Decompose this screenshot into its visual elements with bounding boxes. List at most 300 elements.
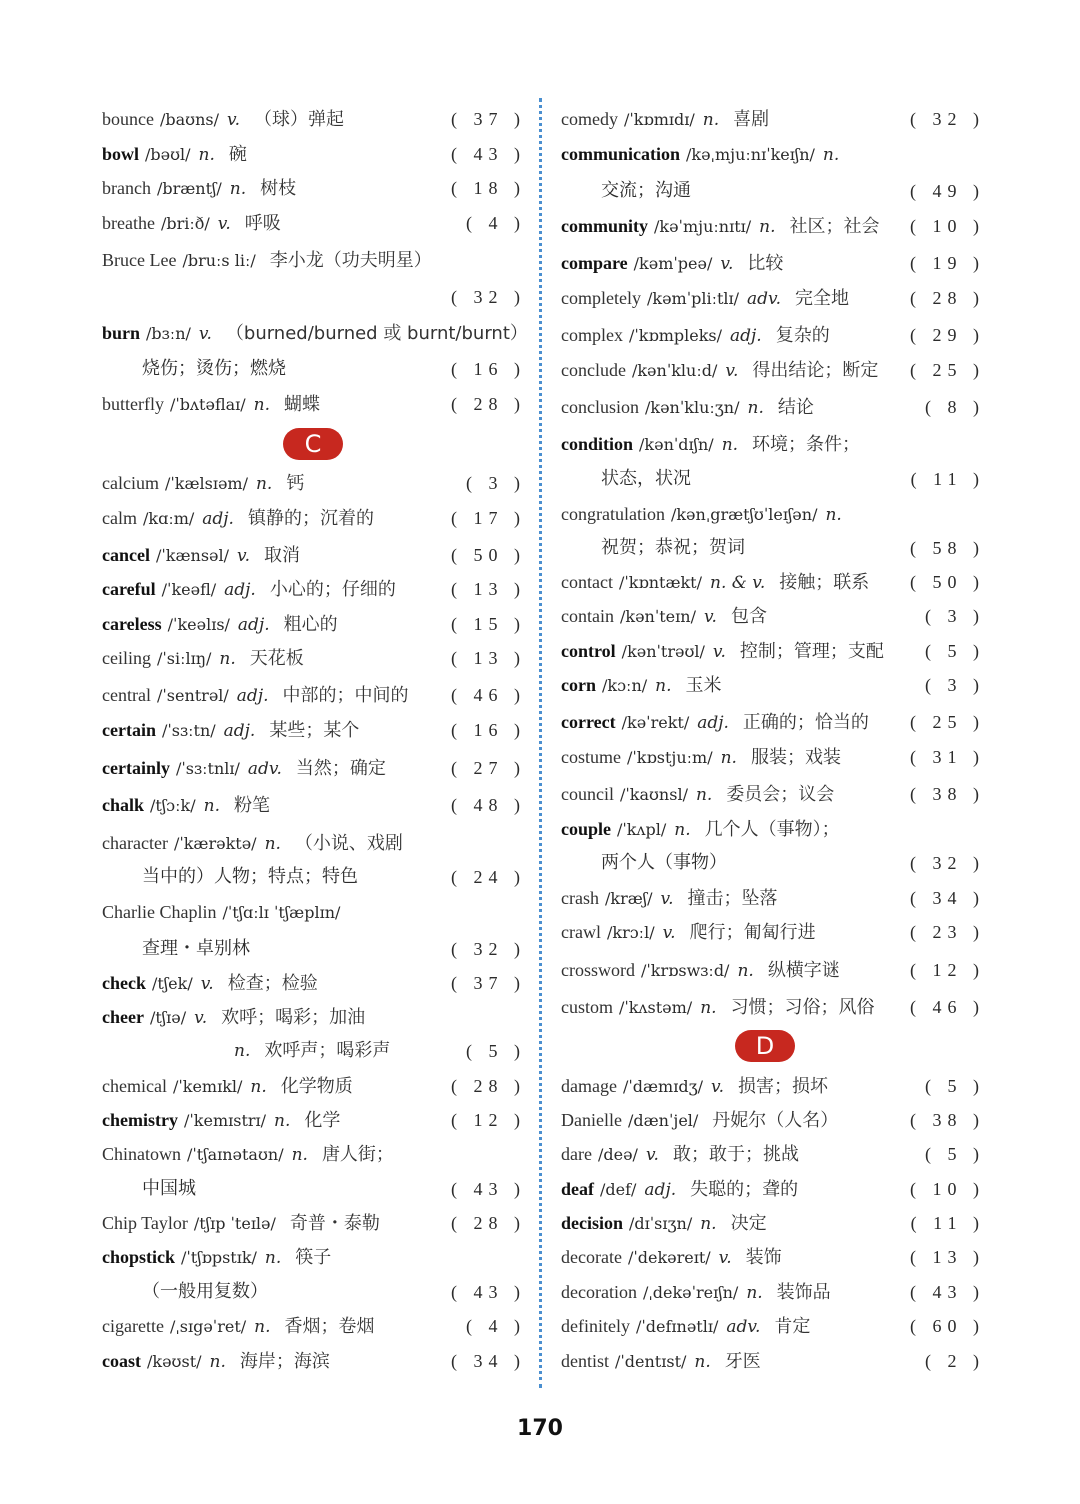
- entry-word: comedy: [561, 109, 618, 129]
- entry-word: ceiling: [102, 648, 151, 668]
- entry-pos: adj.: [697, 713, 729, 733]
- entry-word: corn: [561, 675, 596, 695]
- entry-meaning: 撞击；坠落: [687, 888, 778, 909]
- entry-page-ref: ( 3 ): [925, 675, 985, 695]
- entry-continuation: [102, 1040, 390, 1061]
- entry-meaning: 纵横字谜: [767, 960, 840, 981]
- entry-page-ref: ( 23 ): [910, 922, 985, 942]
- entry-phonetic: /kræʃ/: [604, 889, 653, 908]
- entry-pos: n.: [198, 145, 215, 165]
- entry-meaning: 完全地: [795, 288, 850, 309]
- dictionary-entry: [102, 1208, 526, 1238]
- dictionary-entry: [561, 533, 985, 563]
- entry-pos: v.: [725, 361, 739, 381]
- entry-pos: n.: [747, 398, 764, 418]
- entry-phonetic: /bɜːn/: [146, 324, 191, 343]
- entry-page-ref: ( 43 ): [451, 1282, 526, 1302]
- entry-pos: v.: [200, 974, 214, 994]
- dictionary-entry: [102, 540, 526, 570]
- entry-word: bounce: [102, 109, 154, 129]
- entry-pos: adv.: [726, 1317, 761, 1337]
- dictionary-entry: [102, 897, 520, 927]
- dictionary-entry: [102, 208, 526, 238]
- entry-phonetic: /ˈkærəktə/: [173, 834, 257, 853]
- entry-word: costume: [561, 747, 621, 767]
- entry-pos: n.: [825, 505, 842, 525]
- entry-page-ref: ( 38 ): [910, 784, 985, 804]
- entry-page-ref: ( 24 ): [451, 867, 526, 887]
- dictionary-entry: [561, 601, 985, 631]
- entry-word: chalk: [102, 795, 145, 815]
- entry-meaning: 碗: [228, 144, 247, 165]
- dictionary-entry: [102, 503, 526, 533]
- entry-meaning: 李小龙（功夫明星）: [269, 250, 432, 271]
- entry-meaning: （球）弹起: [253, 109, 344, 130]
- entry-page-ref: ( 50 ): [910, 572, 985, 592]
- entry-word: cheer: [102, 1007, 144, 1027]
- entry-continuation: 两个人（事物）: [601, 852, 727, 873]
- entry-page-ref: ( 16 ): [451, 359, 526, 379]
- entry-pos: adj.: [644, 1180, 677, 1200]
- entry-page-ref: ( 32 ): [451, 287, 526, 307]
- entry-page-ref: ( 5 ): [466, 1041, 526, 1061]
- entry-pos: adj.: [224, 580, 256, 600]
- entry-pos: v.: [237, 546, 250, 566]
- entry-pos: n.: [746, 1283, 763, 1303]
- entry-meaning: 海岸；海滨: [239, 1351, 330, 1372]
- entry-meaning: 正确的；恰当的: [742, 712, 869, 733]
- entry-page-ref: ( 5 ): [925, 641, 985, 661]
- dictionary-entry: [102, 609, 526, 639]
- entry-word: Danielle: [561, 1110, 622, 1130]
- entry-word: communication: [561, 144, 680, 164]
- dictionary-entry: [561, 636, 985, 666]
- entry-phonetic: /kɑːm/: [142, 509, 195, 528]
- dictionary-entry: [561, 248, 985, 278]
- dictionary-entry: [102, 389, 526, 419]
- dictionary-entry: [561, 917, 985, 947]
- dictionary-entry: [561, 1208, 985, 1238]
- entry-pos: v.: [660, 889, 674, 909]
- entry-meaning: 比较: [747, 253, 784, 274]
- entry-page-ref: ( 32 ): [910, 109, 985, 129]
- dictionary-entry: [102, 139, 526, 169]
- entry-continuation: 查理・卓别林: [142, 938, 250, 959]
- entry-meaning: 得出结论；断定: [752, 360, 879, 381]
- entry-page-ref: ( 49 ): [910, 181, 985, 201]
- entry-pos: n.: [737, 961, 754, 981]
- entry-phonetic: /ˌsɪgəˈret/: [169, 1317, 247, 1336]
- entry-phonetic: /ˈkrɒswɜːd/: [641, 961, 730, 980]
- entry-page-ref: ( 13 ): [910, 1247, 985, 1267]
- entry-word: complex: [561, 325, 623, 345]
- entry-phonetic: /ˈsentrəl/: [156, 686, 229, 705]
- dictionary-entry: [561, 211, 985, 241]
- entry-word: check: [102, 973, 146, 993]
- entry-word: custom: [561, 997, 613, 1017]
- entry-phonetic: /ˈkeəlɪs/: [167, 615, 230, 634]
- entry-meaning: 小心的；仔细的: [269, 579, 396, 600]
- entry-phonetic: /ˈkʌpl/: [617, 820, 667, 839]
- entry-phonetic: /kəˈmjuːnɪtɪ/: [654, 217, 752, 236]
- entry-phonetic: /ˌdekəˈreɪʃn/: [642, 1283, 739, 1302]
- entry-pos: adj.: [237, 615, 270, 635]
- dictionary-entry: [102, 104, 526, 134]
- dictionary-entry: [561, 1105, 985, 1135]
- entry-meaning: 结论: [777, 397, 814, 418]
- entry-meaning: 损害；损坏: [738, 1076, 828, 1097]
- entry-meaning: 玉米: [685, 675, 722, 696]
- entry-phonetic: /ˈdæmɪdʒ/: [622, 1077, 703, 1096]
- entry-phonetic: /kənˈtrəʊl/: [621, 642, 705, 661]
- section-letter-c: C: [283, 428, 343, 460]
- entry-phonetic: /bræntʃ/: [156, 179, 222, 198]
- entry-phonetic: /kəˈrekt/: [621, 713, 690, 732]
- entry-page-ref: ( 13 ): [451, 579, 526, 599]
- dictionary-entry: [102, 934, 526, 964]
- entry-pos: n.: [700, 998, 717, 1018]
- entry-phonetic: /tʃɔːk/: [150, 796, 196, 815]
- entry-word: burn: [102, 323, 141, 343]
- dictionary-entry: [561, 742, 985, 772]
- entry-continuation: 祝贺；恭祝；贺词: [601, 537, 745, 558]
- entry-meaning: 牙医: [724, 1351, 761, 1372]
- dictionary-entry: [561, 955, 985, 985]
- dictionary-entry: [102, 1174, 526, 1204]
- entry-page-ref: ( 10 ): [910, 1179, 985, 1199]
- entry-meaning: 接触；联系: [779, 572, 870, 593]
- entry-meaning: 粗心的: [283, 614, 338, 635]
- entry-pos: n.: [254, 1317, 271, 1337]
- entry-phonetic: /briːð/: [160, 214, 210, 233]
- dictionary-entry: [561, 176, 985, 206]
- entry-page-ref: ( 34 ): [910, 888, 985, 908]
- entry-pos: v.: [720, 254, 734, 274]
- entry-word: crawl: [561, 922, 601, 942]
- dictionary-entry: [561, 320, 985, 350]
- entry-word: decorate: [561, 1247, 622, 1267]
- dictionary-entry: [102, 282, 526, 312]
- entry-pos: n.: [264, 1248, 282, 1268]
- entry-word: deaf: [561, 1179, 594, 1199]
- dictionary-entry: [102, 753, 526, 783]
- entry-page-ref: ( 3 ): [466, 473, 526, 493]
- entry-continuation: 当中的）人物；特点；特色: [142, 866, 358, 887]
- entry-word: compare: [561, 253, 628, 273]
- entry-page-ref: ( 50 ): [451, 545, 526, 565]
- entry-meaning: 社区；社会: [789, 216, 880, 237]
- entry-word: Charlie Chaplin: [102, 902, 217, 922]
- entry-word: congratulation: [561, 504, 665, 524]
- entry-phonetic: /ˈtʃɑːlɪ ˈtʃæplɪn/: [222, 903, 341, 922]
- entry-phonetic: /baʊns/: [159, 110, 219, 129]
- entry-phonetic: /kəmˈpliːtlɪ/: [646, 289, 740, 308]
- entry-word: breathe: [102, 213, 155, 233]
- entry-pos: n.: [209, 1352, 226, 1372]
- entry-pos: n.: [234, 1041, 251, 1061]
- entry-meaning: 装饰品: [776, 1282, 831, 1303]
- entry-meaning: （小说、戏剧: [294, 833, 403, 854]
- entry-phonetic: /krɔːl/: [606, 923, 655, 942]
- entry-word: decision: [561, 1213, 624, 1233]
- entry-pos: n.: [255, 474, 273, 494]
- entry-continuation: 烧伤；烫伤；燃烧: [142, 358, 286, 379]
- entry-pos: n.: [721, 435, 739, 455]
- entry-pos: n.: [759, 217, 776, 237]
- entry-meaning: 唐人街；: [321, 1144, 394, 1165]
- entry-page-ref: ( 31 ): [910, 747, 985, 767]
- entry-meaning: 化学物质: [280, 1076, 353, 1097]
- entry-word: certainly: [102, 758, 170, 778]
- dictionary-entry: [102, 1139, 520, 1169]
- entry-page-ref: ( 46 ): [910, 997, 985, 1017]
- dictionary-entry: [561, 883, 985, 913]
- entry-phonetic: /ˈkɒmɪdɪ/: [623, 110, 695, 129]
- entry-phonetic: /tʃɪp ˈteɪlə/: [193, 1214, 276, 1233]
- entry-page-ref: ( 48 ): [451, 795, 526, 815]
- entry-page-ref: ( 27 ): [451, 758, 526, 778]
- entry-meaning: 镇静的；沉着的: [247, 508, 374, 529]
- dictionary-entry: [561, 283, 985, 313]
- entry-phonetic: /ˈsiːlɪŋ/: [156, 649, 212, 668]
- dictionary-entry: [102, 318, 528, 348]
- entry-page-ref: ( 28 ): [910, 288, 985, 308]
- entry-meaning: 敢；敢于；挑战: [672, 1144, 799, 1165]
- entry-pos: v.: [711, 1077, 724, 1097]
- entry-meaning: 奇普・泰勒: [289, 1213, 380, 1234]
- entry-word: community: [561, 216, 648, 236]
- entry-page-ref: ( 10 ): [910, 216, 985, 236]
- entry-meaning: 装饰: [745, 1247, 782, 1268]
- entry-phonetic: /kəˌmjuːnɪˈkeɪʃn/: [686, 145, 815, 164]
- entry-word: dare: [561, 1144, 592, 1164]
- entry-page-ref: ( 19 ): [910, 253, 985, 273]
- dictionary-entry: [102, 968, 526, 998]
- entry-phonetic: /ˈsɜːtn/: [161, 721, 216, 740]
- entry-page-ref: ( 25 ): [910, 360, 985, 380]
- entry-pos: adv.: [247, 759, 282, 779]
- entry-word: central: [102, 685, 151, 705]
- entry-meaning: （burned/burned 或 burnt/burnt）: [225, 323, 528, 344]
- entry-word: chemical: [102, 1076, 167, 1096]
- entry-page-ref: ( 12 ): [910, 960, 985, 980]
- entry-word: calm: [102, 508, 137, 528]
- entry-page-ref: ( 43 ): [910, 1282, 985, 1302]
- dictionary-entry: [102, 1105, 526, 1135]
- entry-phonetic: /ˈkemɪkl/: [172, 1077, 243, 1096]
- dictionary-entry: [561, 429, 979, 459]
- entry-phonetic: /deə/: [597, 1145, 638, 1164]
- dictionary-entry: [102, 862, 526, 892]
- dictionary-entry: [561, 992, 985, 1022]
- dictionary-entry: [561, 1277, 985, 1307]
- dictionary-entry: [102, 354, 526, 384]
- entry-word: cancel: [102, 545, 150, 565]
- entry-page-ref: ( 43 ): [451, 1179, 526, 1199]
- entry-word: damage: [561, 1076, 617, 1096]
- entry-phonetic: /def/: [600, 1180, 637, 1199]
- entry-phonetic: /ˈdekəreɪt/: [627, 1248, 711, 1267]
- entry-page-ref: ( 8 ): [925, 397, 985, 417]
- dictionary-entry: [561, 779, 985, 809]
- dictionary-entry: [561, 1139, 985, 1169]
- entry-phonetic: /kənˌgrætʃʊˈleɪʃən/: [670, 505, 818, 524]
- entry-page-ref: ( 16 ): [451, 720, 526, 740]
- entry-pos: v.: [703, 607, 717, 627]
- entry-pos: n.: [253, 395, 271, 415]
- entry-pos: n.: [674, 820, 691, 840]
- entry-pos: adj.: [223, 721, 256, 741]
- entry-continuation: 中国城: [142, 1178, 196, 1199]
- entry-pos: n.: [219, 649, 236, 669]
- entry-word: contact: [561, 572, 613, 592]
- entry-pos: adv.: [747, 289, 782, 309]
- entry-phonetic: /ˈkemɪstrɪ/: [183, 1111, 267, 1130]
- dictionary-entry: [561, 1174, 985, 1204]
- entry-meaning: 决定: [730, 1213, 767, 1234]
- entry-meaning: 欢呼声；喝彩声: [264, 1040, 391, 1061]
- dictionary-entry: [561, 567, 985, 597]
- entry-word: definitely: [561, 1316, 630, 1336]
- dictionary-entry: [561, 1311, 985, 1341]
- entry-page-ref: ( 11 ): [910, 1213, 985, 1233]
- entry-word: crossword: [561, 960, 635, 980]
- entry-phonetic: /tʃɪə/: [149, 1008, 187, 1027]
- entry-meaning: 化学: [304, 1110, 341, 1131]
- entry-pos: n.: [700, 1214, 717, 1234]
- entry-meaning: 肯定: [774, 1316, 811, 1337]
- entry-pos: n.: [203, 796, 220, 816]
- entry-phonetic: /ˈsɜːtnlɪ/: [175, 759, 240, 778]
- entry-meaning: 丹妮尔（人名）: [712, 1110, 839, 1131]
- entry-word: Chip Taylor: [102, 1213, 188, 1233]
- entry-meaning: 欢呼；喝彩；加油: [221, 1007, 366, 1028]
- entry-word: council: [561, 784, 614, 804]
- dictionary-entry: [561, 355, 985, 385]
- entry-continuation: [102, 286, 142, 307]
- entry-pos: n.: [695, 785, 713, 805]
- page-number: 170: [517, 1416, 563, 1441]
- dictionary-entry: [102, 1071, 526, 1101]
- entry-meaning: 香烟；卷烟: [284, 1316, 375, 1337]
- entry-page-ref: ( 58 ): [910, 538, 985, 558]
- entry-meaning: 喜剧: [733, 109, 770, 130]
- dictionary-entry: [561, 1071, 985, 1101]
- entry-pos: v.: [198, 324, 212, 344]
- entry-word: dentist: [561, 1351, 609, 1371]
- entry-pos: n.: [822, 145, 840, 165]
- entry-pos: adj.: [730, 326, 762, 346]
- entry-word: bowl: [102, 144, 140, 164]
- entry-meaning: 服装；戏装: [750, 747, 841, 768]
- entry-pos: n.: [229, 179, 247, 199]
- entry-meaning: 天花板: [249, 648, 304, 669]
- section-letter-d: D: [735, 1030, 795, 1062]
- entry-continuation: 状态，状况: [601, 468, 691, 489]
- entry-phonetic: /ˈkaʊnsl/: [619, 785, 688, 804]
- entry-page-ref: ( 37 ): [451, 109, 526, 129]
- dictionary-entry: [102, 1311, 526, 1341]
- entry-word: certain: [102, 720, 156, 740]
- entry-word: butterfly: [102, 394, 164, 414]
- dictionary-entry: [561, 848, 985, 878]
- entry-meaning: 环境；条件；: [752, 434, 861, 455]
- dictionary-entry: [102, 245, 520, 275]
- entry-meaning: 蝴蝶: [284, 394, 321, 415]
- entry-meaning: 委员会；议会: [726, 784, 835, 805]
- dictionary-entry: [102, 1036, 526, 1066]
- entry-word: branch: [102, 178, 151, 198]
- dictionary-entry: [561, 670, 985, 700]
- entry-meaning: 呼吸: [244, 213, 281, 234]
- dictionary-entry: [561, 104, 985, 134]
- entry-phonetic: /ˈdentɪst/: [615, 1352, 687, 1371]
- entry-phonetic: /ˈkʌstəm/: [619, 998, 693, 1017]
- entry-word: cigarette: [102, 1316, 164, 1336]
- entry-pos: v.: [217, 214, 231, 234]
- dictionary-entry: [561, 464, 985, 494]
- entry-word: crash: [561, 888, 599, 908]
- entry-pos: adj.: [236, 686, 269, 706]
- entry-meaning: 钙: [286, 473, 305, 494]
- entry-word: chopstick: [102, 1247, 176, 1267]
- entry-page-ref: ( 5 ): [925, 1144, 985, 1164]
- entry-phonetic: /dɪˈsɪʒn/: [629, 1214, 693, 1233]
- entry-pos: n.: [264, 834, 281, 854]
- entry-page-ref: ( 43 ): [451, 144, 526, 164]
- entry-phonetic: /ˈtʃaɪnətaʊn/: [187, 1145, 284, 1164]
- entry-page-ref: ( 29 ): [910, 325, 985, 345]
- entry-word: contain: [561, 606, 614, 626]
- dictionary-entry: [102, 643, 526, 673]
- dictionary-entry: [102, 1242, 520, 1272]
- entry-word: conclude: [561, 360, 626, 380]
- entry-phonetic: /ˈkeəfl/: [161, 580, 217, 599]
- entry-phonetic: /kəmˈpeə/: [633, 254, 713, 273]
- dictionary-entry: [102, 1346, 526, 1376]
- entry-meaning: 取消: [264, 545, 300, 566]
- entry-phonetic: /kənˈkluːd/: [631, 361, 718, 380]
- dictionary-entry: [102, 1002, 520, 1032]
- entry-meaning: 几个人（事物）；: [704, 819, 840, 840]
- entry-word: Bruce Lee: [102, 250, 177, 270]
- entry-phonetic: /ˈkænsəl/: [155, 546, 229, 565]
- entry-pos: v.: [194, 1008, 208, 1028]
- entry-word: coast: [102, 1351, 141, 1371]
- dictionary-entry: [102, 680, 526, 710]
- entry-meaning: 习惯；习俗；风俗: [730, 997, 875, 1018]
- entry-page-ref: ( 46 ): [451, 685, 526, 705]
- entry-page-ref: ( 32 ): [451, 939, 526, 959]
- entry-pos: v.: [712, 642, 726, 662]
- entry-page-ref: ( 32 ): [910, 853, 985, 873]
- entry-page-ref: ( 60 ): [910, 1316, 985, 1336]
- entry-meaning: 中部的；中间的: [282, 685, 409, 706]
- dictionary-entry: [102, 574, 526, 604]
- entry-pos: v.: [226, 110, 240, 130]
- entry-page-ref: ( 38 ): [910, 1110, 985, 1130]
- dictionary-entry: [102, 468, 526, 498]
- entry-phonetic: /ˈkɒstjuːm/: [627, 748, 713, 767]
- entry-page-ref: ( 5 ): [925, 1076, 985, 1096]
- entry-pos: v.: [645, 1145, 659, 1165]
- entry-phonetic: /kənˈkluːʒn/: [645, 398, 740, 417]
- entry-word: completely: [561, 288, 641, 308]
- entry-phonetic: /ˈdefɪnətlɪ/: [635, 1317, 719, 1336]
- entry-page-ref: ( 4 ): [466, 1316, 526, 1336]
- dictionary-entry: [102, 1277, 526, 1307]
- entry-pos: n.: [291, 1145, 308, 1165]
